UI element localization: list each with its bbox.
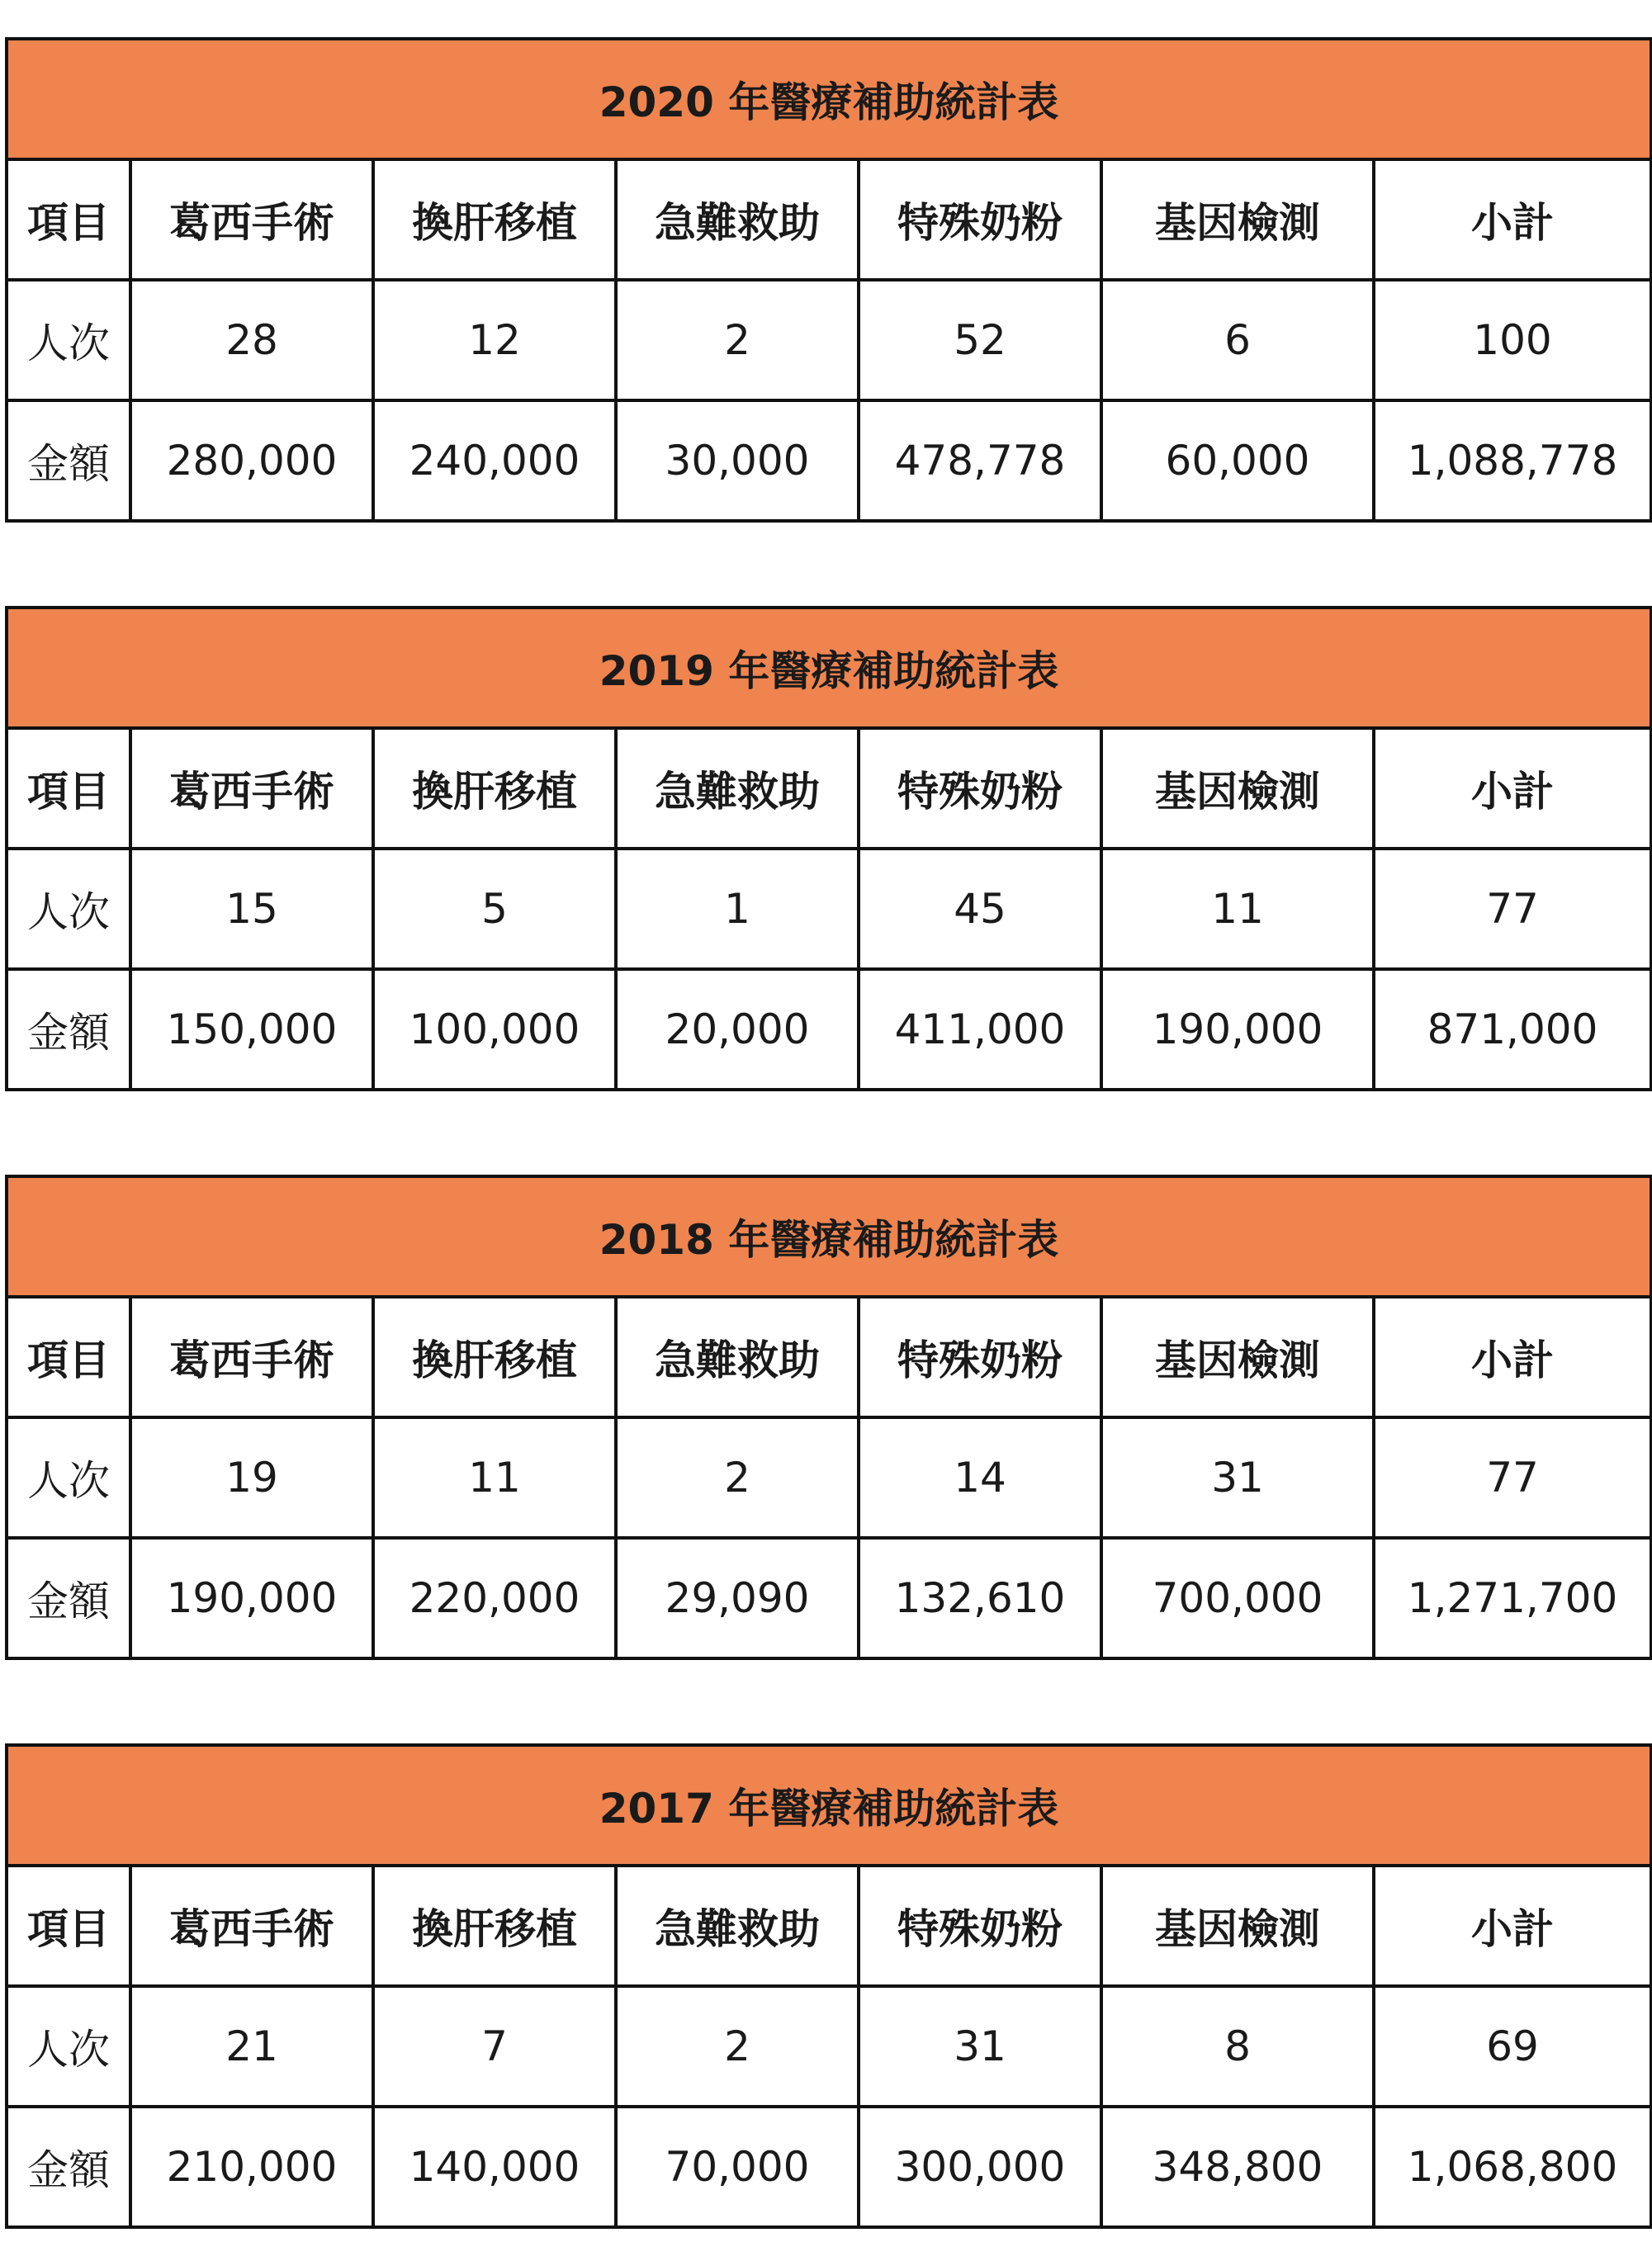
- table-title-row: [7, 1176, 1651, 1297]
- table-title-row: [7, 1745, 1651, 1866]
- row-label-amount: 金額: [7, 2107, 130, 2227]
- header-item: 項目: [7, 728, 130, 849]
- stats-table-2020: [5, 37, 1652, 523]
- cell-value: 348,800: [1101, 2107, 1374, 2227]
- header-item: 項目: [7, 159, 130, 280]
- cell-value: 150,000: [130, 969, 373, 1090]
- stats-table-2019: [5, 606, 1652, 1091]
- header-subtotal: 小計: [1374, 728, 1651, 849]
- header-subtotal: 小計: [1374, 1866, 1651, 1986]
- header-special-formula: 特殊奶粉: [859, 1297, 1101, 1417]
- cell-value: 210,000: [130, 2107, 373, 2227]
- cell-value: 31: [1101, 1417, 1374, 1538]
- header-kasai-surgery: 葛西手術: [130, 728, 373, 849]
- table-row: [7, 1538, 1651, 1658]
- cell-value: 2: [616, 1986, 859, 2107]
- cell-value: 478,778: [859, 400, 1101, 521]
- cell-value: 31: [859, 1986, 1101, 2107]
- cell-value: 52: [859, 280, 1101, 400]
- cell-value: 1: [616, 849, 859, 969]
- header-subtotal: 小計: [1374, 1297, 1651, 1417]
- table-header-row: [7, 159, 1651, 280]
- row-label-amount: 金額: [7, 400, 130, 521]
- cell-value: 6: [1101, 280, 1374, 400]
- table-header-row: [7, 728, 1651, 849]
- cell-value: 100,000: [373, 969, 616, 1090]
- row-label-count: 人次: [7, 849, 130, 969]
- header-emergency-aid: 急難救助: [616, 159, 859, 280]
- header-genetic-test: 基因檢測: [1101, 1866, 1374, 1986]
- cell-value: 132,610: [859, 1538, 1101, 1658]
- table-header-row: [7, 1866, 1651, 1986]
- row-label-count: 人次: [7, 1417, 130, 1538]
- cell-value: 11: [373, 1417, 616, 1538]
- cell-value: 12: [373, 280, 616, 400]
- cell-subtotal: 77: [1374, 1417, 1651, 1538]
- cell-value: 2: [616, 280, 859, 400]
- table-row: [7, 280, 1651, 400]
- cell-subtotal: 69: [1374, 1986, 1651, 2107]
- cell-value: 28: [130, 280, 373, 400]
- header-emergency-aid: 急難救助: [616, 728, 859, 849]
- table-title: 2017 年醫療補助統計表: [7, 1745, 1651, 1866]
- header-genetic-test: 基因檢測: [1101, 728, 1374, 849]
- cell-value: 19: [130, 1417, 373, 1538]
- header-liver-transplant: 換肝移植: [373, 728, 616, 849]
- cell-value: 220,000: [373, 1538, 616, 1658]
- cell-value: 14: [859, 1417, 1101, 1538]
- table-row: [7, 849, 1651, 969]
- cell-value: 7: [373, 1986, 616, 2107]
- header-genetic-test: 基因檢測: [1101, 159, 1374, 280]
- stats-table-2018: [5, 1175, 1652, 1660]
- table-title: 2019 年醫療補助統計表: [7, 608, 1651, 728]
- header-kasai-surgery: 葛西手術: [130, 1866, 373, 1986]
- table-row: [7, 969, 1651, 1090]
- cell-value: 11: [1101, 849, 1374, 969]
- cell-value: 190,000: [130, 1538, 373, 1658]
- table-row: [7, 2107, 1651, 2227]
- cell-value: 15: [130, 849, 373, 969]
- header-special-formula: 特殊奶粉: [859, 159, 1101, 280]
- cell-value: 29,090: [616, 1538, 859, 1658]
- cell-value: 411,000: [859, 969, 1101, 1090]
- row-label-amount: 金額: [7, 969, 130, 1090]
- header-kasai-surgery: 葛西手術: [130, 1297, 373, 1417]
- cell-value: 21: [130, 1986, 373, 2107]
- header-liver-transplant: 換肝移植: [373, 159, 616, 280]
- cell-subtotal: 1,088,778: [1374, 400, 1651, 521]
- table-row: [7, 400, 1651, 521]
- cell-subtotal: 871,000: [1374, 969, 1651, 1090]
- header-special-formula: 特殊奶粉: [859, 728, 1101, 849]
- header-subtotal: 小計: [1374, 159, 1651, 280]
- cell-value: 5: [373, 849, 616, 969]
- header-emergency-aid: 急難救助: [616, 1297, 859, 1417]
- cell-subtotal: 1,068,800: [1374, 2107, 1651, 2227]
- stats-table-2017: [5, 1743, 1652, 2229]
- header-kasai-surgery: 葛西手術: [130, 159, 373, 280]
- header-emergency-aid: 急難救助: [616, 1866, 859, 1986]
- row-label-count: 人次: [7, 280, 130, 400]
- cell-value: 20,000: [616, 969, 859, 1090]
- header-item: 項目: [7, 1866, 130, 1986]
- cell-value: 140,000: [373, 2107, 616, 2227]
- table-header-row: [7, 1297, 1651, 1417]
- table-title-row: [7, 39, 1651, 159]
- table-row: [7, 1417, 1651, 1538]
- cell-value: 45: [859, 849, 1101, 969]
- cell-value: 300,000: [859, 2107, 1101, 2227]
- header-liver-transplant: 換肝移植: [373, 1297, 616, 1417]
- cell-value: 2: [616, 1417, 859, 1538]
- cell-subtotal: 100: [1374, 280, 1651, 400]
- cell-value: 8: [1101, 1986, 1374, 2107]
- table-row: [7, 1986, 1651, 2107]
- row-label-count: 人次: [7, 1986, 130, 2107]
- header-genetic-test: 基因檢測: [1101, 1297, 1374, 1417]
- table-title-row: [7, 608, 1651, 728]
- cell-value: 70,000: [616, 2107, 859, 2227]
- header-liver-transplant: 換肝移植: [373, 1866, 616, 1986]
- cell-value: 240,000: [373, 400, 616, 521]
- cell-value: 190,000: [1101, 969, 1374, 1090]
- row-label-amount: 金額: [7, 1538, 130, 1658]
- header-item: 項目: [7, 1297, 130, 1417]
- cell-subtotal: 77: [1374, 849, 1651, 969]
- table-title: 2020 年醫療補助統計表: [7, 39, 1651, 159]
- cell-value: 30,000: [616, 400, 859, 521]
- cell-subtotal: 1,271,700: [1374, 1538, 1651, 1658]
- cell-value: 280,000: [130, 400, 373, 521]
- table-title: 2018 年醫療補助統計表: [7, 1176, 1651, 1297]
- header-special-formula: 特殊奶粉: [859, 1866, 1101, 1986]
- cell-value: 700,000: [1101, 1538, 1374, 1658]
- cell-value: 60,000: [1101, 400, 1374, 521]
